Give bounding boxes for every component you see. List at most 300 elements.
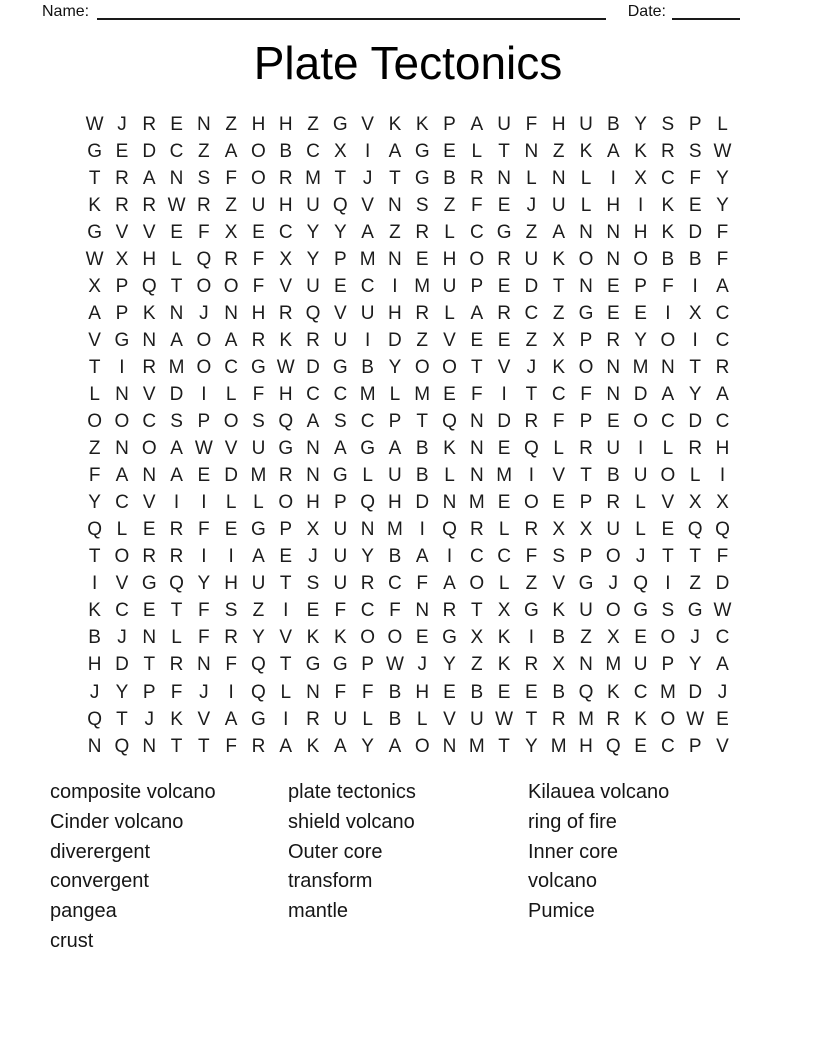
grid-letter: D xyxy=(306,356,320,378)
grid-letter: T xyxy=(498,140,510,162)
grid-letter: Y xyxy=(716,194,729,216)
grid-letter: I xyxy=(528,465,535,487)
grid-letter: T xyxy=(689,356,701,378)
grid-letter: F xyxy=(716,221,729,243)
grid-letter: B xyxy=(279,140,293,162)
grid-letter: U xyxy=(360,302,375,324)
grid-letter: S xyxy=(688,140,702,162)
word-list-item: volcano xyxy=(528,870,597,893)
grid-letter: Q xyxy=(114,735,130,757)
grid-letter: I xyxy=(201,383,207,405)
grid-letter: A xyxy=(716,654,729,676)
grid-letter: X xyxy=(224,221,238,243)
header xyxy=(42,1,740,21)
grid-letter: B xyxy=(443,167,456,189)
grid-letter: S xyxy=(415,194,429,216)
grid-letter: L xyxy=(498,573,510,595)
word-list-item: pangea xyxy=(50,900,117,923)
grid-letter: L xyxy=(89,383,100,405)
grid-letter: H xyxy=(87,654,102,676)
grid-letter: N xyxy=(469,411,484,433)
grid-letter: Z xyxy=(88,438,101,460)
grid-letter: C xyxy=(715,302,730,324)
grid-letter: N xyxy=(442,735,457,757)
grid-letter: Z xyxy=(689,573,701,595)
word-list-item: shield volcano xyxy=(288,810,415,833)
grid-letter: Z xyxy=(552,302,565,324)
grid-letter: L xyxy=(171,627,182,649)
grid-letter: Y xyxy=(688,654,702,676)
grid-letter: F xyxy=(252,383,265,405)
grid-letter: I xyxy=(228,546,234,568)
grid-letter: R xyxy=(278,465,293,487)
grid-letter: N xyxy=(115,383,129,405)
grid-letter: E xyxy=(497,681,511,703)
grid-letter: N xyxy=(606,356,621,378)
grid-letter: C xyxy=(715,329,730,351)
grid-letter: R xyxy=(579,438,593,460)
grid-letter: G xyxy=(524,600,539,622)
grid-letter: I xyxy=(637,438,644,460)
grid-letter: X xyxy=(306,519,320,541)
grid-row xyxy=(81,138,736,165)
grid-letter: L xyxy=(171,248,182,270)
grid-letter: B xyxy=(470,681,484,703)
grid-letter: G xyxy=(251,519,266,541)
grid-letter: M xyxy=(305,167,321,189)
grid-letter: Y xyxy=(634,113,647,135)
grid-letter: V xyxy=(333,302,347,324)
grid-letter: L xyxy=(498,519,510,541)
grid-letter: Q xyxy=(305,302,321,324)
grid-letter: G xyxy=(87,221,103,243)
grid-letter: E xyxy=(279,546,293,568)
grid-letter: F xyxy=(198,600,210,622)
grid-letter: Q xyxy=(442,519,457,541)
grid-letter: B xyxy=(606,113,620,135)
grid-letter: M xyxy=(550,735,567,757)
grid-letter: A xyxy=(252,546,265,568)
grid-letter: L xyxy=(580,194,592,216)
grid-letter: Q xyxy=(87,519,103,541)
grid-letter: I xyxy=(719,465,726,487)
grid-letter: E xyxy=(470,329,484,351)
grid-letter: B xyxy=(388,708,402,730)
grid-letter: Q xyxy=(442,411,457,433)
grid-letter: V xyxy=(443,329,456,351)
grid-row xyxy=(81,111,736,138)
grid-letter: C xyxy=(115,492,129,514)
grid-letter: R xyxy=(306,708,320,730)
grid-letter: B xyxy=(361,356,374,378)
grid-letter: A xyxy=(224,329,238,351)
grid-letter: I xyxy=(692,329,698,351)
grid-letter: P xyxy=(361,654,374,676)
grid-letter: E xyxy=(661,519,675,541)
grid-letter: R xyxy=(251,329,266,351)
grid-letter: F xyxy=(334,681,347,703)
grid-letter: V xyxy=(142,492,156,514)
grid-letter: N xyxy=(196,113,211,135)
grid-letter: R xyxy=(224,248,238,270)
grid-letter: P xyxy=(688,113,702,135)
grid-letter: J xyxy=(717,681,728,703)
grid-letter: I xyxy=(364,329,371,351)
grid-letter: N xyxy=(606,383,621,405)
grid-letter: O xyxy=(578,248,594,270)
grid-letter: U xyxy=(606,438,621,460)
grid-letter: C xyxy=(333,383,348,405)
grid-letter: V xyxy=(115,221,129,243)
grid-letter: T xyxy=(471,356,483,378)
grid-letter: W xyxy=(686,708,705,730)
grid-letter: K xyxy=(88,194,101,216)
grid-letter: B xyxy=(552,681,566,703)
grid-letter: B xyxy=(388,546,402,568)
grid-letter: B xyxy=(688,248,702,270)
grid-letter: T xyxy=(334,167,347,189)
grid-letter: D xyxy=(524,275,539,297)
grid-row xyxy=(81,733,736,760)
grid-letter: L xyxy=(689,465,701,487)
grid-letter: E xyxy=(497,492,511,514)
grid-letter: L xyxy=(280,681,292,703)
grid-letter: M xyxy=(632,356,649,378)
grid-letter: E xyxy=(497,194,511,216)
grid-letter: R xyxy=(551,708,566,730)
grid-letter: F xyxy=(716,546,729,568)
grid-letter: J xyxy=(635,546,646,568)
date-label: Date: xyxy=(627,3,666,20)
grid-letter: R xyxy=(115,194,129,216)
grid-letter: I xyxy=(446,546,453,568)
grid-letter: P xyxy=(634,275,647,297)
grid-letter: A xyxy=(388,438,402,460)
grid-letter: P xyxy=(688,735,702,757)
grid-letter: N xyxy=(360,519,375,541)
grid-letter: C xyxy=(661,167,675,189)
grid-letter: O xyxy=(251,167,266,189)
grid-letter: H xyxy=(388,302,402,324)
grid-letter: E xyxy=(443,140,456,162)
word-list-item: Cinder volcano xyxy=(50,810,184,833)
grid-letter: C xyxy=(497,546,511,568)
grid-letter: V xyxy=(115,573,129,595)
grid-letter: C xyxy=(524,302,539,324)
grid-letter: O xyxy=(469,248,485,270)
grid-row xyxy=(81,571,736,598)
grid-letter: K xyxy=(415,113,429,135)
grid-letter: U xyxy=(497,113,511,135)
grid-letter: U xyxy=(251,573,266,595)
grid-letter: Z xyxy=(471,654,483,676)
grid-letter: T xyxy=(580,465,592,487)
grid-letter: W xyxy=(495,708,514,730)
grid-letter: A xyxy=(224,708,238,730)
grid-letter: S xyxy=(333,411,347,433)
grid-letter: B xyxy=(661,248,675,270)
grid-letter: Y xyxy=(115,681,129,703)
grid-letter: X xyxy=(497,600,511,622)
grid-row xyxy=(81,598,736,625)
grid-letter: N xyxy=(551,167,566,189)
grid-letter: J xyxy=(199,302,209,324)
grid-letter: F xyxy=(252,275,265,297)
grid-letter: H xyxy=(251,113,266,135)
grid-letter: Y xyxy=(634,329,647,351)
grid-letter: V xyxy=(142,221,156,243)
grid-letter: O xyxy=(605,546,621,568)
grid-letter: P xyxy=(579,546,593,568)
grid-letter: X xyxy=(333,140,347,162)
grid-letter: E xyxy=(634,735,647,757)
grid-letter: I xyxy=(665,302,671,324)
grid-letter: P xyxy=(470,275,484,297)
grid-letter: F xyxy=(361,681,374,703)
grid-letter: F xyxy=(716,248,729,270)
grid-letter: P xyxy=(115,302,129,324)
grid-letter: L xyxy=(225,492,237,514)
grid-letter: E xyxy=(224,519,238,541)
grid-letter: A xyxy=(661,383,675,405)
grid-letter: X xyxy=(470,627,484,649)
grid-letter: D xyxy=(224,465,238,487)
grid-letter: M xyxy=(578,708,594,730)
grid-letter: O xyxy=(196,275,212,297)
grid-letter: E xyxy=(606,302,620,324)
grid-letter: O xyxy=(469,573,485,595)
grid-letter: Z xyxy=(416,329,429,351)
grid-letter: X xyxy=(279,248,293,270)
grid-letter: G xyxy=(278,438,294,460)
grid-letter: C xyxy=(633,681,648,703)
grid-letter: V xyxy=(716,735,729,757)
grid-letter: E xyxy=(497,329,511,351)
grid-letter: F xyxy=(252,248,265,270)
grid-letter: N xyxy=(388,248,402,270)
grid-letter: N xyxy=(524,140,539,162)
grid-letter: V xyxy=(279,627,293,649)
grid-letter: F xyxy=(662,275,674,297)
grid-letter: R xyxy=(524,519,539,541)
grid-letter: B xyxy=(388,681,402,703)
grid-letter: R xyxy=(169,519,184,541)
grid-row xyxy=(81,679,736,706)
grid-letter: Q xyxy=(251,654,266,676)
grid-letter: F xyxy=(225,735,237,757)
grid-letter: D xyxy=(633,383,648,405)
grid-letter: G xyxy=(578,573,594,595)
grid-letter: V xyxy=(361,194,374,216)
grid-letter: P xyxy=(197,411,211,433)
grid-letter: E xyxy=(170,113,183,135)
grid-letter: A xyxy=(170,465,183,487)
word-list-item: crust xyxy=(50,929,94,952)
grid-letter: R xyxy=(278,167,293,189)
grid-letter: T xyxy=(416,411,429,433)
grid-letter: L xyxy=(416,708,428,730)
grid-letter: O xyxy=(114,411,130,433)
grid-letter: T xyxy=(662,546,674,568)
grid-letter: R xyxy=(715,356,730,378)
grid-letter: R xyxy=(142,356,157,378)
grid-letter: W xyxy=(713,140,732,162)
grid-row xyxy=(81,354,736,381)
grid-letter: G xyxy=(332,356,348,378)
grid-letter: R xyxy=(415,221,430,243)
grid-letter: S xyxy=(170,411,183,433)
word-list xyxy=(0,778,816,978)
grid-letter: O xyxy=(223,275,239,297)
grid-letter: P xyxy=(115,275,129,297)
grid-letter: R xyxy=(469,167,484,189)
grid-letter: S xyxy=(197,167,211,189)
grid-letter: H xyxy=(715,438,730,460)
grid-letter: A xyxy=(606,140,620,162)
grid-letter: L xyxy=(526,167,537,189)
grid-letter: H xyxy=(388,492,402,514)
grid-letter: T xyxy=(389,167,401,189)
date-line xyxy=(672,6,740,20)
grid-letter: X xyxy=(688,492,702,514)
grid-letter: B xyxy=(415,465,429,487)
grid-letter: Z xyxy=(525,221,538,243)
grid-row xyxy=(81,517,736,544)
grid-letter: T xyxy=(689,546,701,568)
grid-letter: B xyxy=(606,465,620,487)
grid-letter: G xyxy=(114,329,130,351)
grid-letter: E xyxy=(443,383,456,405)
grid-letter: M xyxy=(414,275,431,297)
grid-row xyxy=(81,436,736,463)
grid-letter: A xyxy=(306,411,320,433)
grid-letter: L xyxy=(389,383,401,405)
grid-letter: L xyxy=(662,438,674,460)
grid-letter: T xyxy=(88,167,101,189)
grid-letter: M xyxy=(659,681,676,703)
grid-letter: W xyxy=(167,194,186,216)
grid-letter: N xyxy=(606,248,621,270)
grid-letter: I xyxy=(637,194,644,216)
grid-letter: O xyxy=(633,411,648,433)
grid-letter: F xyxy=(198,519,210,541)
grid-letter: Y xyxy=(306,248,320,270)
grid-letter: A xyxy=(279,735,293,757)
grid-letter: T xyxy=(88,546,101,568)
grid-letter: C xyxy=(469,546,484,568)
grid-letter: F xyxy=(416,573,429,595)
grid-letter: A xyxy=(333,438,347,460)
grid-letter: U xyxy=(551,194,566,216)
grid-letter: T xyxy=(88,356,101,378)
grid-letter: K xyxy=(579,140,593,162)
grid-letter: S xyxy=(661,113,675,135)
grid-letter: G xyxy=(332,465,348,487)
word-list-item: diverergent xyxy=(50,840,151,863)
grid-letter: K xyxy=(552,356,566,378)
grid-letter: G xyxy=(414,167,430,189)
grid-letter: A xyxy=(115,465,129,487)
grid-letter: Y xyxy=(716,167,729,189)
grid-letter: E xyxy=(606,275,620,297)
grid-letter: C xyxy=(278,221,293,243)
grid-letter: T xyxy=(116,708,128,730)
grid-letter: L xyxy=(362,465,373,487)
word-list-item: composite volcano xyxy=(50,781,216,803)
grid-letter: K xyxy=(306,735,320,757)
grid-letter: J xyxy=(199,681,209,703)
grid-letter: E xyxy=(716,708,729,730)
grid-letter: K xyxy=(142,302,156,324)
word-list-item: plate tectonics xyxy=(288,781,416,803)
grid-letter: T xyxy=(525,383,538,405)
grid-letter: G xyxy=(442,627,457,649)
grid-letter: C xyxy=(551,383,566,405)
grid-letter: O xyxy=(660,329,676,351)
grid-letter: E xyxy=(142,519,156,541)
grid-letter: S xyxy=(306,573,320,595)
grid-letter: Z xyxy=(307,113,319,135)
grid-letter: E xyxy=(252,221,265,243)
grid-letter: Y xyxy=(525,735,538,757)
word-list-item: transform xyxy=(288,870,373,893)
grid-letter: Y xyxy=(361,735,374,757)
grid-letter: D xyxy=(688,411,703,433)
grid-letter: U xyxy=(442,275,457,297)
grid-letter: Y xyxy=(333,221,347,243)
grid-letter: N xyxy=(169,302,184,324)
grid-letter: I xyxy=(228,681,234,703)
grid-letter: K xyxy=(443,438,456,460)
grid-letter: A xyxy=(333,735,347,757)
grid-letter: Y xyxy=(197,573,211,595)
word-list-item: Outer core xyxy=(288,840,383,863)
word-list-column xyxy=(528,778,669,927)
grid-row xyxy=(81,625,736,652)
grid-letter: O xyxy=(660,708,676,730)
grid-letter: N xyxy=(388,194,402,216)
grid-letter: U xyxy=(306,194,320,216)
grid-letter: J xyxy=(117,113,127,135)
word-list-item: convergent xyxy=(50,870,149,893)
grid-letter: I xyxy=(528,627,535,649)
grid-letter: N xyxy=(442,492,457,514)
grid-letter: X xyxy=(115,248,129,270)
grid-letter: E xyxy=(606,411,620,433)
grid-letter: H xyxy=(551,113,566,135)
grid-letter: W xyxy=(276,356,295,378)
grid-letter: D xyxy=(142,140,157,162)
grid-letter: L xyxy=(253,492,264,514)
grid-letter: A xyxy=(470,113,484,135)
word-list-item: Inner core xyxy=(528,840,619,863)
grid-letter: Q xyxy=(332,194,348,216)
grid-letter: U xyxy=(579,600,593,622)
grid-letter: K xyxy=(388,113,402,135)
grid-letter: K xyxy=(170,708,183,730)
grid-letter: F xyxy=(198,627,210,649)
grid-letter: D xyxy=(169,383,184,405)
grid-letter: J xyxy=(144,708,154,730)
grid-letter: P xyxy=(661,654,675,676)
grid-letter: E xyxy=(333,275,347,297)
grid-letter: G xyxy=(578,302,594,324)
grid-letter: F xyxy=(525,113,538,135)
grid-letter: E xyxy=(415,627,429,649)
grid-letter: C xyxy=(661,411,675,433)
grid-row xyxy=(81,219,736,246)
grid-letter: P xyxy=(333,492,347,514)
